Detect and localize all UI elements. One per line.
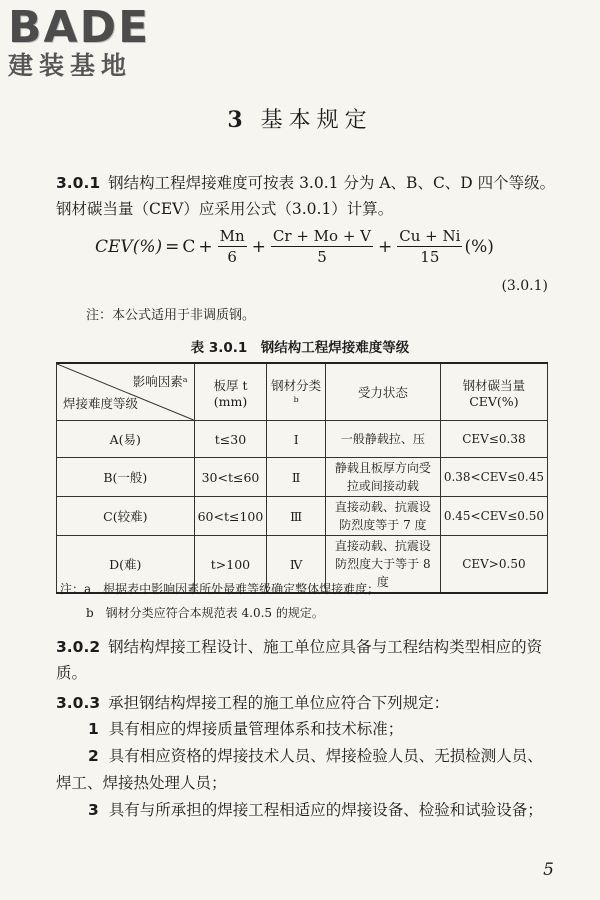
chapter-title: 基本规定 — [260, 108, 373, 133]
cell-thickness: t≤30 — [194, 421, 267, 458]
formula-lhs: CEV(%) — [95, 236, 163, 257]
cell-steel-class: Ⅰ — [267, 421, 326, 458]
header-diagonal-cell — [57, 363, 195, 421]
fraction-mn-numerator: Mn — [219, 227, 245, 245]
cell-cev: CEV≤0.38 — [440, 421, 547, 458]
list-item — [56, 797, 556, 824]
fraction-crmov-numerator: Cr + Mo + V — [272, 227, 372, 245]
difficulty-grade-table — [56, 362, 548, 594]
item-text: 具有相应资格的焊接技术人员、焊接检验人员、无损检测人员、焊工、焊接热处理人员； — [56, 747, 543, 792]
cell-cev: 0.38<CEV≤0.45 — [440, 458, 547, 497]
watermark-logo — [8, 2, 183, 80]
cell-stress: 静载且板厚方向受拉或间接动载 — [325, 458, 440, 497]
fraction-cuni — [397, 226, 462, 267]
chapter-heading — [0, 103, 600, 134]
cell-thickness: 60<t≤100 — [194, 497, 267, 536]
item-number: 3 — [88, 801, 99, 819]
formula-plus: + — [378, 236, 393, 257]
clause-3-0-1 — [56, 170, 556, 222]
table-header-row — [57, 363, 548, 421]
item-number: 1 — [88, 720, 99, 738]
header-thickness: 板厚 t (mm) — [194, 363, 267, 421]
table-note-b: b 钢材分类应符合本规范表 4.0.5 的规定。 — [86, 606, 324, 620]
cell-thickness: t>100 — [194, 536, 267, 594]
cell-stress: 直接动载、抗震设防烈度大于等于 8 度 — [325, 536, 440, 594]
formula-plus: + — [251, 236, 266, 257]
cell-steel-class: Ⅳ — [267, 536, 326, 594]
chapter-number: 3 — [227, 107, 249, 133]
fraction-crmov — [271, 226, 373, 267]
table-row — [57, 497, 548, 536]
clause-number: 3.0.1 — [56, 174, 101, 192]
table-note-a: 注：a 根据表中影响因素所处最难等级确定整体焊接难度； — [60, 582, 380, 596]
fraction-mn-denominator: 6 — [227, 248, 237, 266]
formula-note: 注：本公式适用于非调质钢。 — [86, 308, 256, 323]
cell-stress: 直接动载、抗震设防烈度等于 7 度 — [325, 497, 440, 536]
list-item — [88, 716, 556, 743]
clause-3-0-2 — [56, 634, 556, 686]
clause-text: 钢结构工程焊接难度可按表 3.0.1 分为 A、B、C、D 四个等级。钢材碳当量（CEV）应采用公式（3.0.1）计算。 — [56, 174, 556, 218]
clause-3-0-3 — [56, 690, 556, 716]
page-number: 5 — [543, 860, 554, 880]
table-caption: 表 3.0.1 钢结构工程焊接难度等级 — [190, 340, 410, 356]
formula-carbon: C — [182, 236, 196, 257]
formula-equals: = — [165, 236, 180, 257]
clause-number: 3.0.2 — [56, 638, 101, 656]
fraction-crmov-denominator: 5 — [317, 248, 327, 266]
fraction-mn — [218, 226, 247, 267]
watermark-subtitle: 建装基地 — [8, 51, 133, 80]
clause-number: 3.0.3 — [56, 694, 101, 712]
cell-steel-class: Ⅲ — [267, 497, 326, 536]
table-row — [57, 421, 548, 458]
list-item — [56, 743, 556, 797]
cell-thickness: 30<t≤60 — [194, 458, 267, 497]
formula-plus: + — [198, 236, 213, 257]
fraction-cuni-denominator: 15 — [420, 248, 440, 266]
item-number: 2 — [88, 747, 99, 765]
header-factor: 影响因素ᵃ — [132, 374, 188, 389]
formula-unit: (%) — [464, 236, 494, 257]
cell-grade: A(易) — [57, 421, 195, 458]
cell-grade: D(难) — [57, 536, 195, 594]
header-grade: 焊接难度等级 — [63, 396, 139, 411]
item-text: 具有与所承担的焊接工程相适应的焊接设备、检验和试验设备； — [108, 801, 543, 819]
watermark-brand: BADE — [8, 2, 151, 53]
cell-grade: B(一般) — [57, 458, 195, 497]
header-steel-class: 钢材分类ᵇ — [267, 363, 326, 421]
cev-formula — [95, 226, 494, 267]
clause-text: 钢结构焊接工程设计、施工单位应具备与工程结构类型相应的资质。 — [56, 638, 543, 682]
cell-grade: C(较难) — [57, 497, 195, 536]
fraction-cuni-numerator: Cu + Ni — [399, 227, 461, 245]
cell-cev: CEV>0.50 — [440, 536, 547, 594]
header-stress: 受力状态 — [325, 363, 440, 421]
cell-stress: 一般静载拉、压 — [325, 421, 440, 458]
header-cev: 钢材碳当量 CEV(%) — [440, 363, 547, 421]
item-text: 具有相应的焊接质量管理体系和技术标准； — [108, 720, 404, 738]
table-row — [57, 458, 548, 497]
clause-text: 承担钢结构焊接工程的施工单位应符合下列规定： — [108, 694, 450, 712]
cell-steel-class: Ⅱ — [267, 458, 326, 497]
cell-cev: 0.45<CEV≤0.50 — [440, 497, 547, 536]
equation-number: (3.0.1) — [501, 278, 548, 294]
